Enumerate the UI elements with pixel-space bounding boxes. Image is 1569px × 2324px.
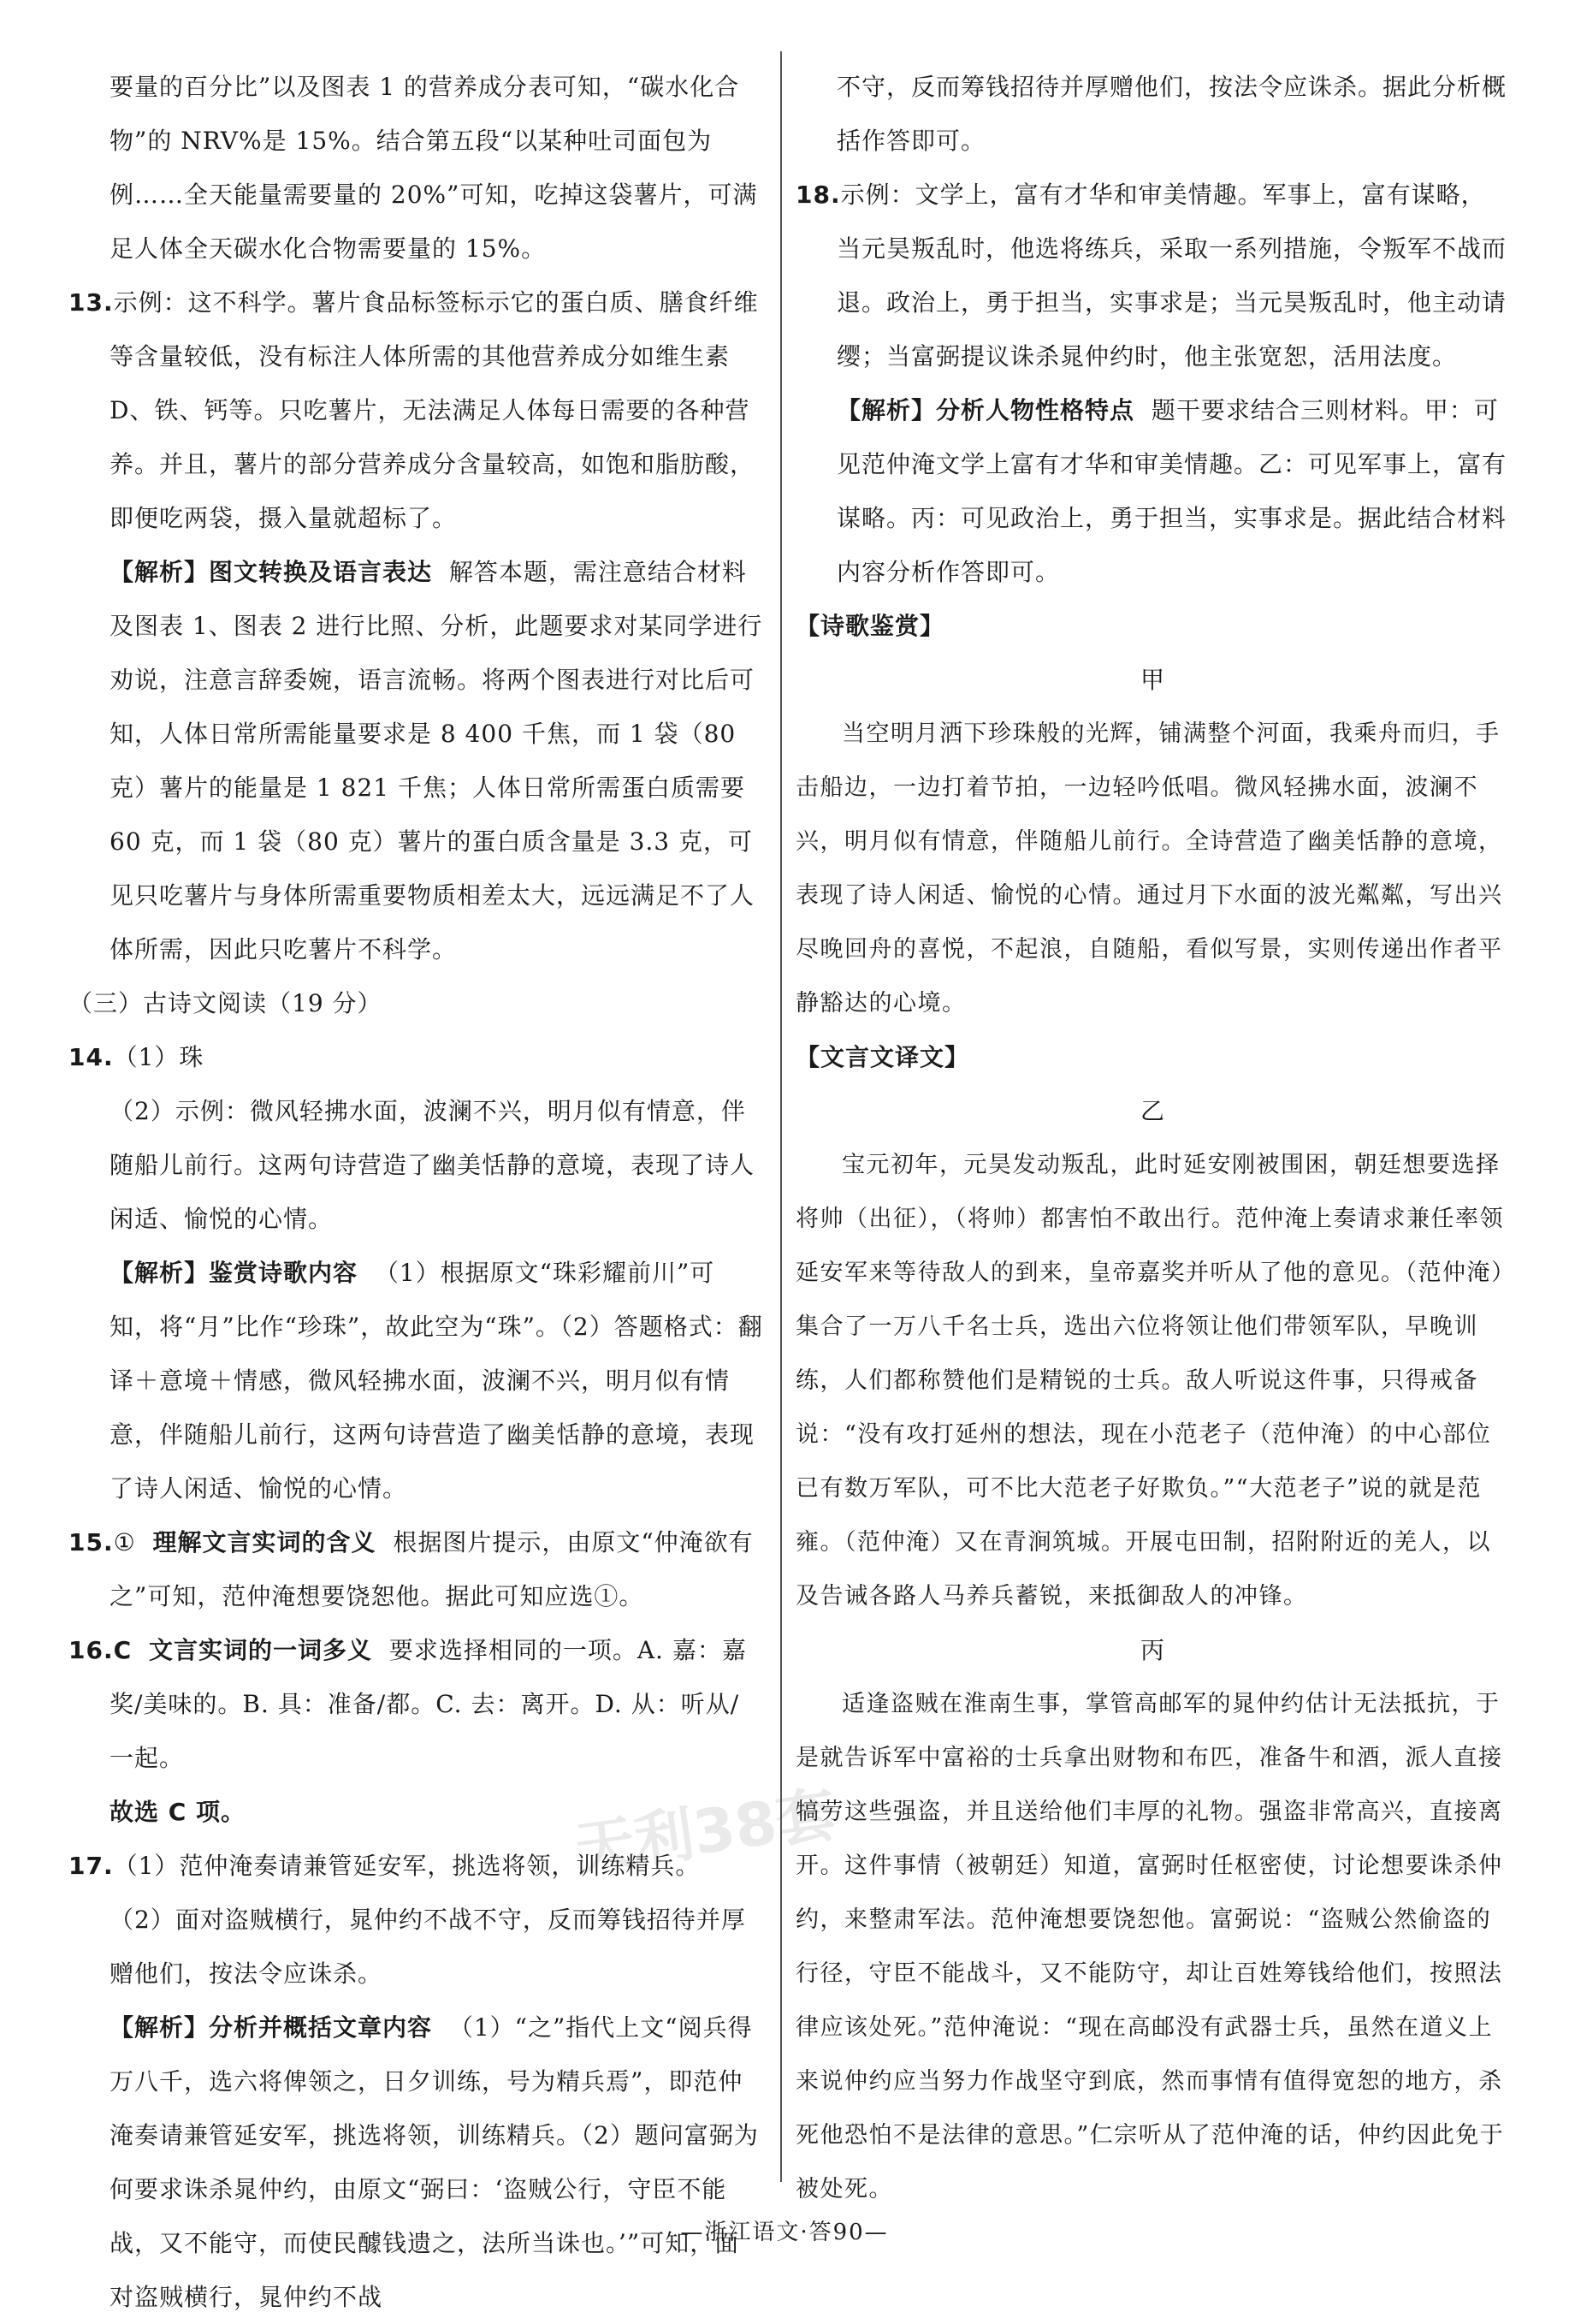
q13-text: 示例：这不科学。薯片食品标签标示它的蛋白质、膳食纤维等含量较低，没有标注人体所需的其他营养成分如维生素 D、铁、钙等。只吃薯片，无法满足人体每日需要的各种营养。并且，薯片的部分营养成分含量较高，如饱和脂肪酸，即便吃两袋，摄入量就超标了。 xyxy=(110,288,759,532)
q15-choice: ① xyxy=(113,1528,136,1556)
q17-answer-1 xyxy=(68,1839,763,1893)
q15-tag: 理解文言实词的含义 xyxy=(152,1528,376,1556)
q14-p1: （1）珠 xyxy=(113,1043,204,1071)
page-footer: —浙江语文·答90— xyxy=(680,2220,889,2245)
q18-analysis xyxy=(796,383,1510,599)
section-3-heading: （三）古诗文阅读（19 分） xyxy=(68,989,382,1017)
q16-text: 要求选择相同的一项。A. 嘉：嘉奖/美味的。B. 具：准备/都。C. 去：离开。D. 从：听从/一起。 xyxy=(110,1636,747,1772)
yi-title: 乙 xyxy=(1140,1097,1165,1125)
q18-text: 示例：文学上，富有才华和审美情趣。军事上，富有谋略，当元昊叛乱时，他选将练兵，采取一系列措施，令叛军不战而退。政治上，勇于担当，实事求是；当元昊叛乱时，他主动请缨；当富弼提议诛杀晁仲约时，他主张宽恕，活用法度。 xyxy=(837,181,1507,371)
q14-analysis xyxy=(68,1246,763,1515)
column-divider xyxy=(780,51,782,2182)
q17-number: 17. xyxy=(68,1852,114,1880)
q13-analysis xyxy=(68,545,763,976)
q17-analysis xyxy=(68,2001,763,2324)
yi-translation: 宝元初年，元昊发动叛乱，此时延安刚被围困，朝廷想要选择将帅（出征），（将帅）都害怕不敢出行。范仲淹上奏请求兼任率领延安军来等待敌人的到来，皇帝嘉奖并听从了他的意见。（范仲淹）集合了一万八千名士兵，选出六位将领让他们带领军队，早晚训练，人们都称赞他们是精锐的士兵。敌人听说这件事，只得戒备说：“没有攻打延州的想法，现在小范老子（范仲淹）的中心部位已有数万军队，可不比大范老子好欺负。”“大范老子”说的就是范雍。（范仲淹）又在青涧筑城。开展屯田制，招附附近的羌人，以及告诫各路人马养兵蓄锐，来抵御敌人的冲锋。 xyxy=(796,1152,1504,1610)
q17-analysis-tag: 【解析】分析并概括文章内容 xyxy=(110,2013,433,2042)
q18-analysis-text: 题干要求结合三则材料。甲：可见范仲淹文学上富有才华和审美情趣。乙：可见军事上，富有谋略。丙：可见政治上，勇于担当，实事求是。据此结合材料内容分析作答即可。 xyxy=(837,396,1507,586)
q16-conclusion: 故选 C 项。 xyxy=(110,1798,246,1826)
q14-analysis-text: （1）根据原文“珠彩耀前川”可知，将“月”比作“珍珠”，故此空为“珠”。（2）答题格式：翻译＋意境＋情感，微风轻拂水面，波澜不兴，明月似有情意，伴随船儿前行，这两句诗营造了幽美恬静的意境，表现了诗人闲适、愉悦的心情。 xyxy=(110,1259,763,1503)
q17-continuation: 不守，反而筹钱招待并厚赠他们，按法令应诛杀。据此分析概括作答即可。 xyxy=(837,73,1507,155)
q15-text: 根据图片提示，由原文“仲淹欲有之”可知，范仲淹想要饶恕他。据此可知应选①。 xyxy=(110,1528,754,1610)
q14-answer-1 xyxy=(68,1030,763,1084)
bing-title: 丙 xyxy=(1140,1636,1165,1664)
q16-number: 16. xyxy=(68,1636,114,1664)
classical-header: 【文言文译文】 xyxy=(796,1043,970,1071)
q17-analysis-text: （1）“之”指代上文“阅兵得万八千，选六将俾领之，日夕训练，号为精兵焉”，即范仲淹奏请兼管延安军，挑选将领，训练精兵。（2）题问富弼为何要求诛杀晁仲约，由原文“弼曰：‘盗贼公行，守臣不能战，又不能守，而使民醵钱遗之，法所当诛也。’”可知，面对盗贼横行，晁仲约不战 xyxy=(110,2013,759,2311)
right-column xyxy=(796,60,1510,2216)
poetry-header: 【诗歌鉴赏】 xyxy=(796,612,945,640)
bing-translation: 适逢盗贼在淮南生事，掌管高邮军的晁仲约估计无法抵抗，于是就告诉军中富裕的士兵拿出财物和布匹，准备牛和酒，派人直接犒劳这些强盗，并且送给他们丰厚的礼物。强盗非常高兴，直接离开。这件事情（被朝廷）知道，富弼时任枢密使，讨论想要诛杀仲约，来整肃军法。范仲淹想要饶恕他。富弼说：“盗贼公然偷盗的行径，守臣不能战斗，又不能防守，却让百姓筹钱给他们，按照法律应该处死。”范仲淹说：“现在高邮没有武器士兵，虽然在道义上来说仲约应当努力作战坚守到底，然而事情有值得宽恕的地方，杀死他恐怕不是法律的意思。”仁宗听从了范仲淹的话，仲约因此免于被处死。 xyxy=(796,1691,1505,2202)
q12-continuation: 要量的百分比”以及图表 1 的营养成分表可知，“碳水化合物”的 NRV%是 15%。结合第五段“以某种吐司面包为例……全天能量需要量的 20%”可知，吃掉这袋薯片，可满足人体全天碳水化合物需要量的 15%。 xyxy=(110,73,758,263)
jia-title: 甲 xyxy=(1140,666,1165,694)
q13-number: 13. xyxy=(68,288,114,317)
q15-answer xyxy=(68,1515,763,1623)
q16-choice: C xyxy=(113,1636,133,1664)
q17-p1: （1）范仲淹奏请兼管延安军，挑选将领，训练精兵。 xyxy=(113,1852,701,1880)
jia-translation: 当空明月洒下珍珠般的光辉，铺满整个河面，我乘舟而归，手击船边，一边打着节拍，一边轻吟低唱。微风轻拂水面，波澜不兴，明月似有情意，伴随船儿前行。全诗营造了幽美恬静的意境，表现了诗人闲适、愉悦的心情。通过月下水面的波光粼粼，写出兴尽晚回舟的喜悦，不起浪，自随船，看似写景，实则传递出作者平静豁达的心境。 xyxy=(796,720,1503,1017)
q13-answer xyxy=(68,276,763,545)
q16-answer xyxy=(68,1623,763,1785)
left-column xyxy=(68,60,763,2324)
q15-number: 15. xyxy=(68,1528,114,1556)
q14-analysis-tag: 【解析】鉴赏诗歌内容 xyxy=(110,1259,358,1287)
q14-p2: （2）示例：微风轻拂水面，波澜不兴，明月似有情意，伴随船儿前行。这两句诗营造了幽美恬静的意境，表现了诗人闲适、愉悦的心情。 xyxy=(110,1097,755,1233)
q18-number: 18. xyxy=(796,181,841,209)
q18-answer xyxy=(796,168,1510,383)
q16-tag: 文言实词的一词多义 xyxy=(148,1636,372,1664)
q13-analysis-text: 解答本题，需注意结合材料及图表 1、图表 2 进行比照、分析，此题要求对某同学进行劝说，注意言辞委婉，语言流畅。将两个图表进行对比后可知，人体日常所需能量要求是 8 400 千焦，而 1 袋（80 克）薯片的能量是 1 821 千焦；人体日常所需蛋白质需要 60 克，而 1 袋（80 克）薯片的蛋白质含量是 3.3 克，可见只吃薯片与身体所需重要物质相差太大，远远满足不了人体所需，因此只吃薯片不科学。 xyxy=(110,558,763,963)
q13-analysis-tag: 【解析】图文转换及语言表达 xyxy=(110,558,433,586)
q17-p2: （2）面对盗贼横行，晁仲约不战不守，反而筹钱招待并厚赠他们，按法令应诛杀。 xyxy=(110,1906,746,1988)
q18-analysis-tag: 【解析】分析人物性格特点 xyxy=(837,396,1135,424)
q14-number: 14. xyxy=(68,1043,114,1071)
watermark-logo: 天利38套 xyxy=(570,1778,841,1885)
